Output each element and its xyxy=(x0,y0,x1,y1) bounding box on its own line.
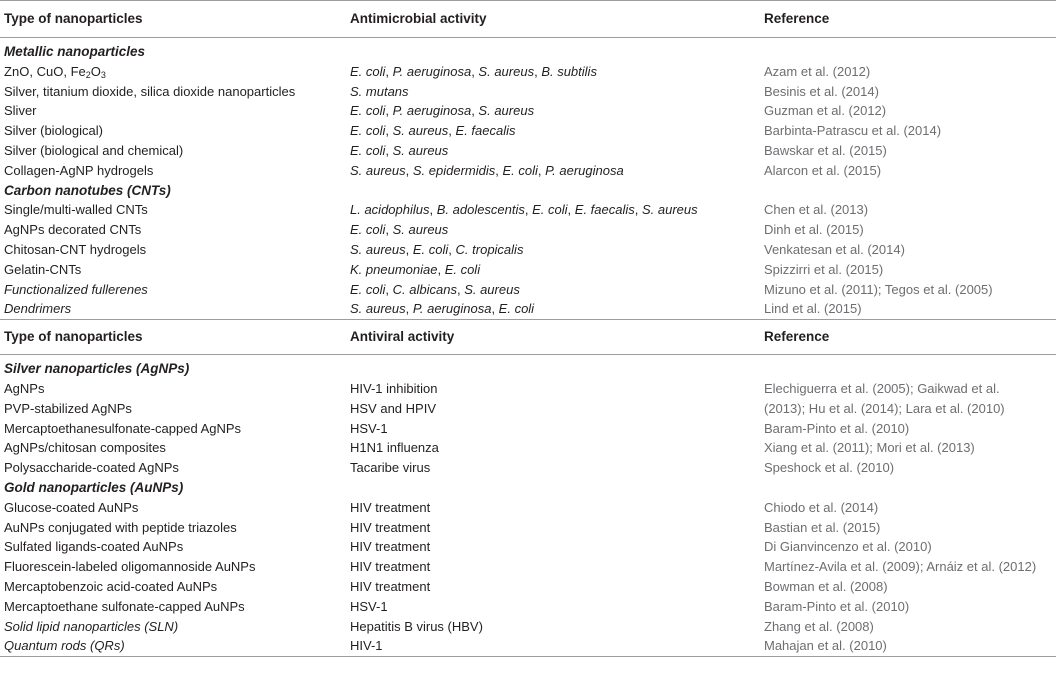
activity-cell: HIV treatment xyxy=(350,499,431,515)
table-row xyxy=(0,577,1056,597)
reference-cell: Bawskar et al. (2015) xyxy=(764,142,887,158)
table-row xyxy=(0,161,1056,181)
section-title: Silver nanoparticles (AgNPs) xyxy=(4,361,190,377)
organism-name: S. aureus xyxy=(392,123,449,139)
organism-name: L. acidophilus xyxy=(350,202,430,218)
activity-cell: Hepatitis B virus (HBV) xyxy=(350,618,483,634)
reference-cell: Xiang et al. (2011); Mori et al. (2013) xyxy=(764,440,975,456)
section-title: Gold nanoparticles (AuNPs) xyxy=(4,479,184,495)
separator: , xyxy=(385,142,393,158)
reference-cell: Mahajan et al. (2010) xyxy=(760,636,1056,656)
organism-name: S. aureus xyxy=(478,103,535,119)
activity-cell xyxy=(346,161,760,181)
organism-name: B. adolescentis xyxy=(436,202,525,218)
organism-name: E. coli xyxy=(502,162,538,178)
section-title: Metallic nanoparticles xyxy=(4,44,146,59)
separator: , xyxy=(471,63,479,79)
activity-cell xyxy=(346,280,760,300)
nanoparticle-type-cell: AgNPs/chitosan composites xyxy=(4,440,166,456)
nanoparticle-type-cell: Fluorescein-labeled oligomannoside AuNPs xyxy=(4,559,256,575)
reference-cell: Alarcon et al. (2015) xyxy=(764,162,882,178)
table-row xyxy=(0,121,1056,141)
activity-cell: HIV-1 xyxy=(346,636,760,656)
nanoparticle-type-cell: Silver (biological and chemical) xyxy=(4,142,184,158)
separator: , xyxy=(524,202,533,218)
activity-cell: Tacaribe virus xyxy=(350,460,431,476)
table-row xyxy=(0,62,1056,82)
reference-cell: Dinh et al. (2015) xyxy=(764,222,864,238)
table-row xyxy=(0,537,1056,557)
organism-name: E. faecalis xyxy=(574,202,635,218)
nanoparticle-type-cell: Glucose-coated AuNPs xyxy=(4,499,139,515)
nanoparticle-type-cell: Mercaptoethanesulfonate-capped AgNPs xyxy=(4,420,242,436)
reference-cell: Venkatesan et al. (2014) xyxy=(764,241,905,257)
table-row xyxy=(0,82,1056,102)
reference-cell: Elechiguerra et al. (2005); Gaikwad et al. xyxy=(764,380,1000,396)
header-activity: Antiviral activity xyxy=(346,320,760,355)
table-row xyxy=(0,299,1056,319)
organism-name: S. mutans xyxy=(350,83,409,99)
section-heading-row xyxy=(0,478,1056,498)
reference-cell: Barbinta-Patrascu et al. (2014) xyxy=(764,123,942,139)
reference-cell: Di Gianvincenzo et al. (2010) xyxy=(764,539,932,555)
organism-name: C. albicans xyxy=(392,281,457,297)
activity-cell: HIV-1 inhibition xyxy=(350,380,438,396)
organism-name: P. aeruginosa xyxy=(545,162,624,178)
organism-name: E. coli xyxy=(350,63,386,79)
reference-cell: Mizuno et al. (2011); Tegos et al. (2005) xyxy=(764,281,993,297)
table-row xyxy=(0,438,1056,458)
nanoparticle-type-cell: Solid lipid nanoparticles (SLN) xyxy=(4,618,179,634)
separator: , xyxy=(385,222,393,238)
separator: , xyxy=(448,241,456,257)
nanoparticle-type-cell: Polysaccharide-coated AgNPs xyxy=(4,460,179,476)
reference-cell: Martínez-Avila et al. (2009); Arnáiz et al. (2012) xyxy=(764,559,1037,575)
section-heading-row xyxy=(0,181,1056,201)
nanoparticle-type-cell: Sliver xyxy=(4,103,37,119)
nanoparticle-type-cell: Gelatin-CNTs xyxy=(4,261,82,277)
reference-cell: Baram-Pinto et al. (2010) xyxy=(764,598,910,614)
reference-cell: Besinis et al. (2014) xyxy=(764,83,879,99)
organism-name: S. aureus xyxy=(642,202,698,218)
nanoparticle-type-cell: Silver, titanium dioxide, silica dioxide nanoparticles xyxy=(4,83,296,99)
organism-name: S. aureus xyxy=(350,301,406,317)
nanoparticle-type-cell: Mercaptobenzoic acid-coated AuNPs xyxy=(4,578,218,594)
activity-cell: HSV-1 xyxy=(350,420,388,436)
separator: , xyxy=(385,63,393,79)
reference-cell: Chiodo et al. (2014) xyxy=(764,499,879,515)
organism-name: E. coli xyxy=(350,123,386,139)
reference-cell: Guzman et al. (2012) xyxy=(764,103,887,119)
organism-name: S. aureus xyxy=(350,241,406,257)
organism-name: S. aureus xyxy=(392,222,449,238)
separator: , xyxy=(385,123,393,139)
separator: , xyxy=(456,281,465,297)
activity-cell: H1N1 influenza xyxy=(350,440,439,456)
header-row xyxy=(0,1,1056,38)
reference-cell: (2013); Hu et al. (2014); Lara et al. (2010) xyxy=(764,400,1005,416)
organism-name: E. coli xyxy=(350,222,386,238)
table-row xyxy=(0,458,1056,478)
separator: , xyxy=(537,162,546,178)
table-row xyxy=(0,280,1056,300)
separator: , xyxy=(534,63,542,79)
separator: , xyxy=(405,241,413,257)
nanoparticle-type-cell: ZnO, CuO, $Fe_2O_3$ xyxy=(4,63,106,80)
organism-name: E. coli xyxy=(350,281,386,297)
organism-name: S. aureus xyxy=(350,162,406,178)
reference-cell: Zhang et al. (2008) xyxy=(764,618,874,634)
section-heading-row xyxy=(0,38,1056,62)
nanoparticle-type-cell: Sulfated ligands-coated AuNPs xyxy=(4,539,184,555)
section-title: Carbon nanotubes (CNTs) xyxy=(4,182,171,198)
separator: , xyxy=(405,301,413,317)
activity-cell: HIV treatment xyxy=(350,559,431,575)
table-row xyxy=(0,498,1056,518)
reference-cell: Baram-Pinto et al. (2010) xyxy=(764,420,910,436)
nanoparticle-type-cell: Silver (biological) xyxy=(4,123,103,139)
activity-cell: HIV treatment xyxy=(350,539,431,555)
separator: , xyxy=(634,202,642,218)
organism-name: E. coli xyxy=(532,202,568,218)
nanoparticle-type-cell: Single/multi-walled CNTs xyxy=(4,202,148,218)
organism-name: E. coli xyxy=(412,241,449,257)
organism-name: S. aureus xyxy=(392,142,449,158)
activity-cell xyxy=(346,101,760,121)
activity-cell xyxy=(346,82,760,102)
section-heading-row xyxy=(0,355,1056,379)
separator: , xyxy=(405,162,413,178)
table-row xyxy=(0,240,1056,260)
table-row xyxy=(0,597,1056,617)
nanoparticle-type-cell: AuNPs conjugated with peptide triazoles xyxy=(4,519,237,535)
nanoparticle-type-cell: Collagen-AgNP hydrogels xyxy=(4,162,154,178)
separator: , xyxy=(491,301,499,317)
table-row xyxy=(0,200,1056,220)
table-row xyxy=(0,141,1056,161)
table-row xyxy=(0,617,1056,637)
organism-name: E. coli xyxy=(350,103,386,119)
organism-name: E. coli xyxy=(498,301,535,317)
table-row xyxy=(0,557,1056,577)
header-reference: Reference xyxy=(760,1,1056,38)
organism-name: E. coli xyxy=(350,142,386,158)
organism-name: K. pneumoniae xyxy=(350,261,438,277)
table-row xyxy=(0,636,1056,656)
table-row xyxy=(0,419,1056,439)
nanoparticle-type-cell: Functionalized fullerenes xyxy=(4,281,148,297)
table-row xyxy=(0,220,1056,240)
separator: , xyxy=(385,281,393,297)
reference-cell: Chen et al. (2013) xyxy=(764,202,869,218)
header-row xyxy=(0,320,1056,355)
header-reference: Reference xyxy=(760,320,1056,355)
separator: , xyxy=(385,103,393,119)
activity-cell: HSV and HPIV xyxy=(350,400,436,416)
organism-name: B. subtilis xyxy=(541,63,597,79)
nanoparticle-type-cell: AgNPs xyxy=(4,380,45,396)
nanoparticle-type-cell: Mercaptoethane sulfonate-capped AuNPs xyxy=(4,598,245,614)
header-type-of-nanoparticles: Type of nanoparticles xyxy=(0,1,346,38)
organism-name: S. epidermidis xyxy=(412,162,496,178)
organism-name: E. faecalis xyxy=(455,123,516,139)
activity-cell xyxy=(346,299,760,319)
organism-name: S. aureus xyxy=(464,281,520,297)
table-row xyxy=(0,260,1056,280)
separator: , xyxy=(495,162,503,178)
table-row xyxy=(0,101,1056,121)
activity-cell: HIV treatment xyxy=(350,578,431,594)
reference-cell: Azam et al. (2012) xyxy=(764,63,871,79)
nanoparticle-type-cell: AgNPs decorated CNTs xyxy=(4,222,142,238)
reference-cell: Bastian et al. (2015) xyxy=(764,519,881,535)
nanoparticle-type-cell: Quantum rods (QRs) xyxy=(0,636,346,656)
activity-cell xyxy=(346,62,760,82)
separator: , xyxy=(471,103,479,119)
activity-cell: HSV-1 xyxy=(350,598,388,614)
table-row xyxy=(0,518,1056,538)
header-type-of-nanoparticles: Type of nanoparticles xyxy=(0,320,346,355)
reference-cell: Speshock et al. (2010) xyxy=(764,460,895,476)
activity-cell xyxy=(346,200,760,220)
organism-name: P. aeruginosa xyxy=(392,103,472,119)
activity-cell xyxy=(346,141,760,161)
organism-name: C. tropicalis xyxy=(455,241,524,257)
separator: , xyxy=(429,202,437,218)
activity-cell xyxy=(346,121,760,141)
separator: , xyxy=(437,261,445,277)
subscript: 2 xyxy=(85,69,91,80)
activity-cell xyxy=(346,220,760,240)
organism-name: P. aeruginosa xyxy=(412,301,492,317)
reference-cell: Spizzirri et al. (2015) xyxy=(764,261,884,277)
table-row xyxy=(0,379,1056,399)
organism-name: S. aureus xyxy=(478,63,535,79)
organism-name: E. coli xyxy=(444,261,481,277)
activity-cell xyxy=(346,260,760,280)
activity-cell: HIV treatment xyxy=(350,519,431,535)
separator: , xyxy=(448,123,456,139)
reference-cell: Lind et al. (2015) xyxy=(764,301,862,317)
activity-cell xyxy=(346,240,760,260)
nanoparticle-type-cell: PVP-stabilized AgNPs xyxy=(4,400,132,416)
organism-name: P. aeruginosa xyxy=(392,63,472,79)
nanoparticle-type-cell: Dendrimers xyxy=(4,301,72,317)
header-activity: Antimicrobial activity xyxy=(346,1,760,38)
separator: , xyxy=(567,202,575,218)
nanoparticle-type-cell: Chitosan-CNT hydrogels xyxy=(4,241,147,257)
reference-cell: Bowman et al. (2008) xyxy=(764,578,888,594)
table-body xyxy=(0,1,1056,657)
table-row xyxy=(0,399,1056,419)
subscript: 3 xyxy=(100,69,106,80)
